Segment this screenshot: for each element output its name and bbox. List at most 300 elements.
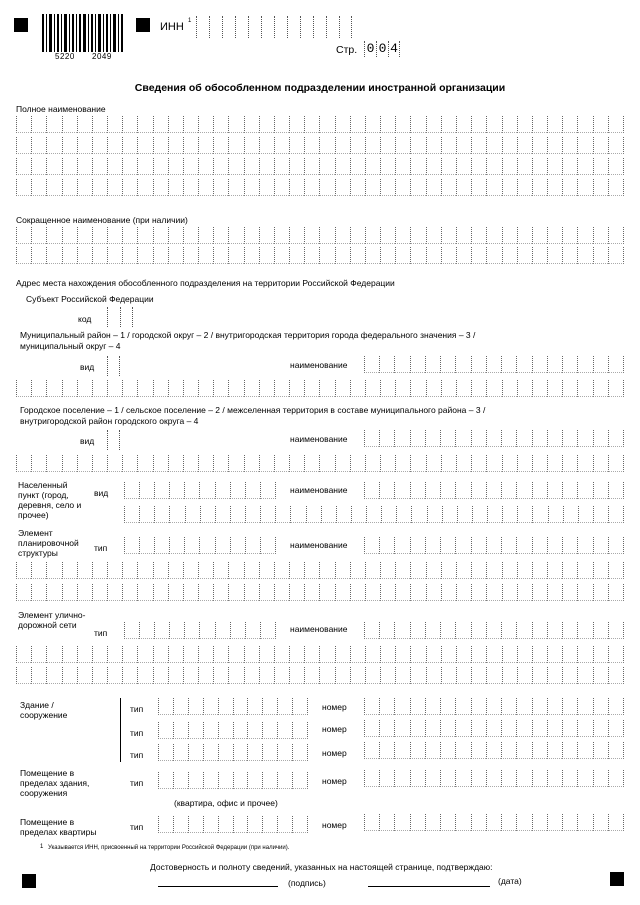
character-cell[interactable]	[168, 380, 183, 397]
character-cell[interactable]	[277, 744, 292, 761]
character-cell[interactable]	[335, 179, 350, 196]
character-cell[interactable]	[608, 158, 624, 175]
character-cell[interactable]	[350, 137, 365, 154]
character-cell[interactable]	[183, 584, 198, 601]
character-cell[interactable]	[153, 137, 168, 154]
character-cell[interactable]	[274, 646, 289, 663]
character-cell[interactable]	[410, 179, 425, 196]
character-cell[interactable]	[395, 137, 410, 154]
character-cell[interactable]	[532, 158, 547, 175]
character-cell[interactable]	[547, 562, 562, 579]
character-cell[interactable]	[139, 622, 154, 639]
character-cell[interactable]	[168, 137, 183, 154]
character-cell[interactable]	[471, 482, 486, 499]
character-cell[interactable]	[456, 116, 471, 133]
character-cell[interactable]	[395, 179, 410, 196]
character-cell[interactable]	[532, 430, 547, 447]
character-cell[interactable]	[215, 482, 230, 499]
character-cell[interactable]	[593, 506, 608, 523]
character-cell[interactable]	[31, 455, 46, 472]
character-cell[interactable]	[31, 179, 46, 196]
character-cell[interactable]	[455, 537, 470, 554]
character-cell[interactable]	[516, 814, 531, 831]
character-cell[interactable]	[289, 646, 304, 663]
character-cell[interactable]	[183, 179, 198, 196]
character-cell[interactable]	[31, 646, 46, 663]
character-cell[interactable]	[562, 584, 577, 601]
character-cell[interactable]	[183, 137, 198, 154]
character-cell[interactable]	[274, 562, 289, 579]
character-cell[interactable]	[608, 698, 624, 715]
character-cell[interactable]	[154, 622, 169, 639]
character-cell[interactable]	[562, 247, 577, 264]
character-cell[interactable]	[486, 137, 501, 154]
planning-tip-field[interactable]	[124, 537, 276, 554]
character-cell[interactable]	[593, 137, 608, 154]
character-cell[interactable]	[502, 227, 517, 244]
character-cell[interactable]	[471, 537, 486, 554]
character-cell[interactable]	[502, 667, 517, 684]
character-cell[interactable]	[137, 646, 152, 663]
character-cell[interactable]	[277, 816, 292, 833]
character-cell[interactable]	[16, 455, 31, 472]
character-cell[interactable]	[244, 137, 259, 154]
character-cell[interactable]	[46, 455, 61, 472]
character-cell[interactable]	[379, 814, 394, 831]
character-cell[interactable]	[516, 430, 531, 447]
character-cell[interactable]	[441, 667, 456, 684]
character-cell[interactable]	[608, 380, 624, 397]
character-cell[interactable]	[395, 562, 410, 579]
character-cell[interactable]	[562, 770, 577, 787]
character-cell[interactable]	[410, 116, 425, 133]
character-cell[interactable]	[577, 622, 592, 639]
character-cell[interactable]	[441, 137, 456, 154]
character-cell[interactable]	[425, 356, 440, 373]
character-cell[interactable]	[532, 482, 547, 499]
character-cell[interactable]	[577, 430, 592, 447]
character-cell[interactable]	[31, 137, 46, 154]
character-cell[interactable]	[350, 158, 365, 175]
character-cell[interactable]	[228, 455, 243, 472]
character-cell[interactable]	[608, 116, 624, 133]
character-cell[interactable]	[46, 137, 61, 154]
character-cell[interactable]	[471, 116, 486, 133]
character-cell[interactable]	[277, 722, 292, 739]
character-cell[interactable]	[46, 584, 61, 601]
character-cell[interactable]	[608, 646, 624, 663]
building-tip-field-3[interactable]	[158, 744, 308, 761]
character-cell[interactable]	[517, 137, 532, 154]
character-cell[interactable]	[290, 506, 305, 523]
character-cell[interactable]	[137, 137, 152, 154]
character-cell[interactable]	[183, 116, 198, 133]
character-cell[interactable]	[532, 137, 547, 154]
character-cell[interactable]	[410, 247, 425, 264]
character-cell[interactable]	[247, 698, 262, 715]
character-cell[interactable]	[456, 562, 471, 579]
character-cell[interactable]	[457, 506, 472, 523]
character-cell[interactable]	[169, 506, 184, 523]
character-cell[interactable]	[441, 380, 456, 397]
character-cell[interactable]	[608, 622, 624, 639]
character-cell[interactable]	[532, 814, 547, 831]
character-cell[interactable]	[31, 380, 46, 397]
character-cell[interactable]	[471, 430, 486, 447]
character-cell[interactable]	[577, 742, 592, 759]
character-cell[interactable]	[486, 227, 501, 244]
character-cell[interactable]	[277, 772, 292, 789]
character-cell[interactable]	[486, 380, 501, 397]
character-cell[interactable]	[277, 698, 292, 715]
character-cell[interactable]	[230, 482, 245, 499]
character-cell[interactable]	[365, 179, 380, 196]
character-cell[interactable]	[532, 667, 547, 684]
signature-line[interactable]	[158, 886, 278, 887]
character-cell[interactable]	[183, 646, 198, 663]
building-tip-field-1[interactable]	[158, 698, 308, 715]
character-cell[interactable]	[608, 770, 624, 787]
building-number-field-3[interactable]	[364, 742, 624, 759]
character-cell[interactable]	[516, 770, 531, 787]
character-cell[interactable]	[124, 537, 139, 554]
character-cell[interactable]	[456, 584, 471, 601]
character-cell[interactable]	[184, 622, 199, 639]
character-cell[interactable]	[122, 562, 137, 579]
character-cell[interactable]	[183, 158, 198, 175]
character-cell[interactable]	[107, 667, 122, 684]
short-name-row-1[interactable]	[16, 227, 624, 244]
short-name-row-2[interactable]	[16, 247, 624, 264]
character-cell[interactable]	[244, 380, 259, 397]
character-cell[interactable]	[289, 562, 304, 579]
character-cell[interactable]	[153, 380, 168, 397]
character-cell[interactable]	[366, 506, 381, 523]
character-cell[interactable]	[577, 137, 592, 154]
character-cell[interactable]	[77, 116, 92, 133]
character-cell[interactable]	[304, 667, 319, 684]
character-cell[interactable]	[16, 227, 31, 244]
character-cell[interactable]	[394, 356, 409, 373]
character-cell[interactable]	[456, 137, 471, 154]
character-cell[interactable]	[365, 562, 380, 579]
character-cell[interactable]	[230, 537, 245, 554]
character-cell[interactable]	[456, 667, 471, 684]
character-cell[interactable]	[292, 744, 308, 761]
character-cell[interactable]	[516, 537, 531, 554]
character-cell[interactable]	[228, 667, 243, 684]
character-cell[interactable]	[203, 744, 218, 761]
character-cell[interactable]	[562, 455, 577, 472]
character-cell[interactable]	[218, 722, 233, 739]
character-cell[interactable]	[441, 179, 456, 196]
character-cell[interactable]	[228, 179, 243, 196]
character-cell[interactable]	[304, 116, 319, 133]
character-cell[interactable]	[107, 646, 122, 663]
character-cell[interactable]	[274, 116, 289, 133]
character-cell[interactable]	[304, 158, 319, 175]
character-cell[interactable]	[532, 742, 547, 759]
character-cell[interactable]	[247, 744, 262, 761]
character-cell[interactable]	[562, 430, 577, 447]
character-cell[interactable]	[92, 646, 107, 663]
character-cell[interactable]	[304, 247, 319, 264]
character-cell[interactable]	[292, 722, 308, 739]
character-cell[interactable]	[486, 116, 501, 133]
character-cell[interactable]	[244, 455, 259, 472]
character-cell[interactable]	[578, 506, 593, 523]
character-cell[interactable]	[289, 137, 304, 154]
character-cell[interactable]	[395, 247, 410, 264]
character-cell[interactable]	[183, 227, 198, 244]
character-cell[interactable]	[262, 772, 277, 789]
character-cell[interactable]	[532, 179, 547, 196]
character-cell[interactable]	[188, 816, 203, 833]
character-cell[interactable]	[395, 116, 410, 133]
character-cell[interactable]	[593, 430, 608, 447]
character-cell[interactable]	[92, 137, 107, 154]
character-cell[interactable]	[532, 227, 547, 244]
character-cell[interactable]	[199, 537, 214, 554]
character-cell[interactable]	[563, 506, 578, 523]
character-cell[interactable]	[426, 562, 441, 579]
character-cell[interactable]	[198, 562, 213, 579]
character-cell[interactable]	[228, 227, 243, 244]
character-cell[interactable]	[260, 482, 276, 499]
character-cell[interactable]	[532, 247, 547, 264]
character-cell[interactable]	[501, 622, 516, 639]
character-cell[interactable]	[471, 247, 486, 264]
character-cell[interactable]	[364, 430, 379, 447]
character-cell[interactable]	[440, 482, 455, 499]
character-cell[interactable]	[562, 158, 577, 175]
character-cell[interactable]	[410, 814, 425, 831]
character-cell[interactable]	[517, 380, 532, 397]
character-cell[interactable]	[213, 646, 228, 663]
character-cell[interactable]	[396, 506, 411, 523]
character-cell[interactable]	[262, 722, 277, 739]
character-cell[interactable]	[168, 584, 183, 601]
character-cell[interactable]	[137, 158, 152, 175]
character-cell[interactable]	[442, 506, 457, 523]
character-cell[interactable]	[608, 482, 624, 499]
character-cell[interactable]	[183, 667, 198, 684]
character-cell[interactable]	[562, 742, 577, 759]
character-cell[interactable]	[184, 482, 199, 499]
character-cell[interactable]	[440, 770, 455, 787]
character-cell[interactable]	[577, 380, 592, 397]
character-cell[interactable]	[394, 770, 409, 787]
character-cell[interactable]	[245, 506, 260, 523]
character-cell[interactable]	[547, 646, 562, 663]
character-cell[interactable]	[440, 742, 455, 759]
character-cell[interactable]	[380, 584, 395, 601]
character-cell[interactable]	[260, 622, 276, 639]
character-cell[interactable]	[107, 247, 122, 264]
character-cell[interactable]	[62, 137, 77, 154]
character-cell[interactable]	[410, 646, 425, 663]
character-cell[interactable]	[486, 770, 501, 787]
character-cell[interactable]	[107, 158, 122, 175]
character-cell[interactable]	[228, 116, 243, 133]
character-cell[interactable]	[547, 455, 562, 472]
character-cell[interactable]	[289, 227, 304, 244]
character-cell[interactable]	[198, 137, 213, 154]
character-cell[interactable]	[92, 584, 107, 601]
character-cell[interactable]	[62, 179, 77, 196]
character-cell[interactable]	[304, 455, 319, 472]
character-cell[interactable]	[471, 356, 486, 373]
settlement-name-row-1[interactable]	[364, 430, 624, 447]
character-cell[interactable]	[577, 482, 592, 499]
character-cell[interactable]	[173, 698, 188, 715]
character-cell[interactable]	[516, 482, 531, 499]
character-cell[interactable]	[516, 356, 531, 373]
character-cell[interactable]	[426, 455, 441, 472]
character-cell[interactable]	[122, 584, 137, 601]
character-cell[interactable]	[486, 356, 501, 373]
character-cell[interactable]	[107, 137, 122, 154]
character-cell[interactable]	[77, 646, 92, 663]
character-cell[interactable]	[168, 158, 183, 175]
character-cell[interactable]	[486, 584, 501, 601]
character-cell[interactable]	[380, 455, 395, 472]
locality-vid-field[interactable]	[124, 482, 276, 499]
character-cell[interactable]	[394, 430, 409, 447]
character-cell[interactable]	[304, 562, 319, 579]
character-cell[interactable]	[608, 720, 624, 737]
character-cell[interactable]	[380, 667, 395, 684]
character-cell[interactable]	[411, 506, 426, 523]
character-cell[interactable]	[471, 137, 486, 154]
character-cell[interactable]	[245, 537, 260, 554]
character-cell[interactable]	[471, 380, 486, 397]
character-cell[interactable]	[292, 772, 308, 789]
character-cell[interactable]	[77, 584, 92, 601]
character-cell[interactable]	[410, 537, 425, 554]
character-cell[interactable]	[547, 742, 562, 759]
road-name-row-1[interactable]	[364, 622, 624, 639]
character-cell[interactable]	[137, 380, 152, 397]
character-cell[interactable]	[593, 247, 608, 264]
character-cell[interactable]	[31, 584, 46, 601]
character-cell[interactable]	[608, 179, 624, 196]
character-cell[interactable]	[184, 537, 199, 554]
character-cell[interactable]	[137, 667, 152, 684]
character-cell[interactable]	[410, 667, 425, 684]
character-cell[interactable]	[31, 227, 46, 244]
character-cell[interactable]	[274, 137, 289, 154]
character-cell[interactable]	[289, 584, 304, 601]
character-cell[interactable]	[380, 116, 395, 133]
character-cell[interactable]	[608, 742, 624, 759]
character-cell[interactable]	[501, 356, 516, 373]
character-cell[interactable]	[228, 137, 243, 154]
character-cell[interactable]	[244, 584, 259, 601]
character-cell[interactable]	[230, 622, 245, 639]
character-cell[interactable]	[425, 482, 440, 499]
character-cell[interactable]	[532, 506, 547, 523]
character-cell[interactable]	[562, 116, 577, 133]
character-cell[interactable]	[455, 698, 470, 715]
character-cell[interactable]	[213, 455, 228, 472]
character-cell[interactable]	[380, 227, 395, 244]
character-cell[interactable]	[46, 646, 61, 663]
character-cell[interactable]	[122, 380, 137, 397]
character-cell[interactable]	[380, 137, 395, 154]
character-cell[interactable]	[410, 742, 425, 759]
character-cell[interactable]	[335, 562, 350, 579]
character-cell[interactable]	[501, 537, 516, 554]
character-cell[interactable]	[456, 227, 471, 244]
character-cell[interactable]	[441, 455, 456, 472]
character-cell[interactable]	[364, 537, 379, 554]
character-cell[interactable]	[289, 380, 304, 397]
character-cell[interactable]	[92, 380, 107, 397]
character-cell[interactable]	[153, 247, 168, 264]
character-cell[interactable]	[228, 646, 243, 663]
character-cell[interactable]	[486, 430, 501, 447]
character-cell[interactable]	[199, 482, 214, 499]
character-cell[interactable]	[107, 455, 122, 472]
character-cell[interactable]	[154, 506, 169, 523]
character-cell[interactable]	[394, 698, 409, 715]
character-cell[interactable]	[608, 356, 624, 373]
character-cell[interactable]	[158, 816, 173, 833]
character-cell[interactable]	[62, 158, 77, 175]
character-cell[interactable]	[456, 179, 471, 196]
character-cell[interactable]	[394, 742, 409, 759]
character-cell[interactable]	[562, 814, 577, 831]
character-cell[interactable]	[516, 698, 531, 715]
character-cell[interactable]	[198, 584, 213, 601]
character-cell[interactable]	[213, 158, 228, 175]
character-cell[interactable]	[532, 770, 547, 787]
character-cell[interactable]	[188, 698, 203, 715]
character-cell[interactable]	[274, 247, 289, 264]
character-cell[interactable]	[455, 356, 470, 373]
character-cell[interactable]	[16, 158, 31, 175]
character-cell[interactable]	[198, 247, 213, 264]
character-cell[interactable]	[517, 455, 532, 472]
locality-name-row-2[interactable]	[124, 506, 624, 523]
character-cell[interactable]	[440, 356, 455, 373]
character-cell[interactable]	[259, 380, 274, 397]
character-cell[interactable]	[577, 770, 592, 787]
character-cell[interactable]	[501, 430, 516, 447]
character-cell[interactable]	[62, 116, 77, 133]
character-cell[interactable]	[517, 179, 532, 196]
character-cell[interactable]	[547, 380, 562, 397]
character-cell[interactable]	[486, 814, 501, 831]
character-cell[interactable]	[46, 247, 61, 264]
character-cell[interactable]	[183, 455, 198, 472]
character-cell[interactable]	[188, 772, 203, 789]
character-cell[interactable]	[77, 247, 92, 264]
character-cell[interactable]	[364, 770, 379, 787]
character-cell[interactable]	[213, 116, 228, 133]
character-cell[interactable]	[365, 227, 380, 244]
character-cell[interactable]	[441, 562, 456, 579]
character-cell[interactable]	[425, 537, 440, 554]
character-cell[interactable]	[137, 562, 152, 579]
character-cell[interactable]	[16, 562, 31, 579]
character-cell[interactable]	[139, 537, 154, 554]
character-cell[interactable]	[213, 380, 228, 397]
character-cell[interactable]	[107, 380, 122, 397]
character-cell[interactable]	[517, 562, 532, 579]
character-cell[interactable]	[455, 814, 470, 831]
